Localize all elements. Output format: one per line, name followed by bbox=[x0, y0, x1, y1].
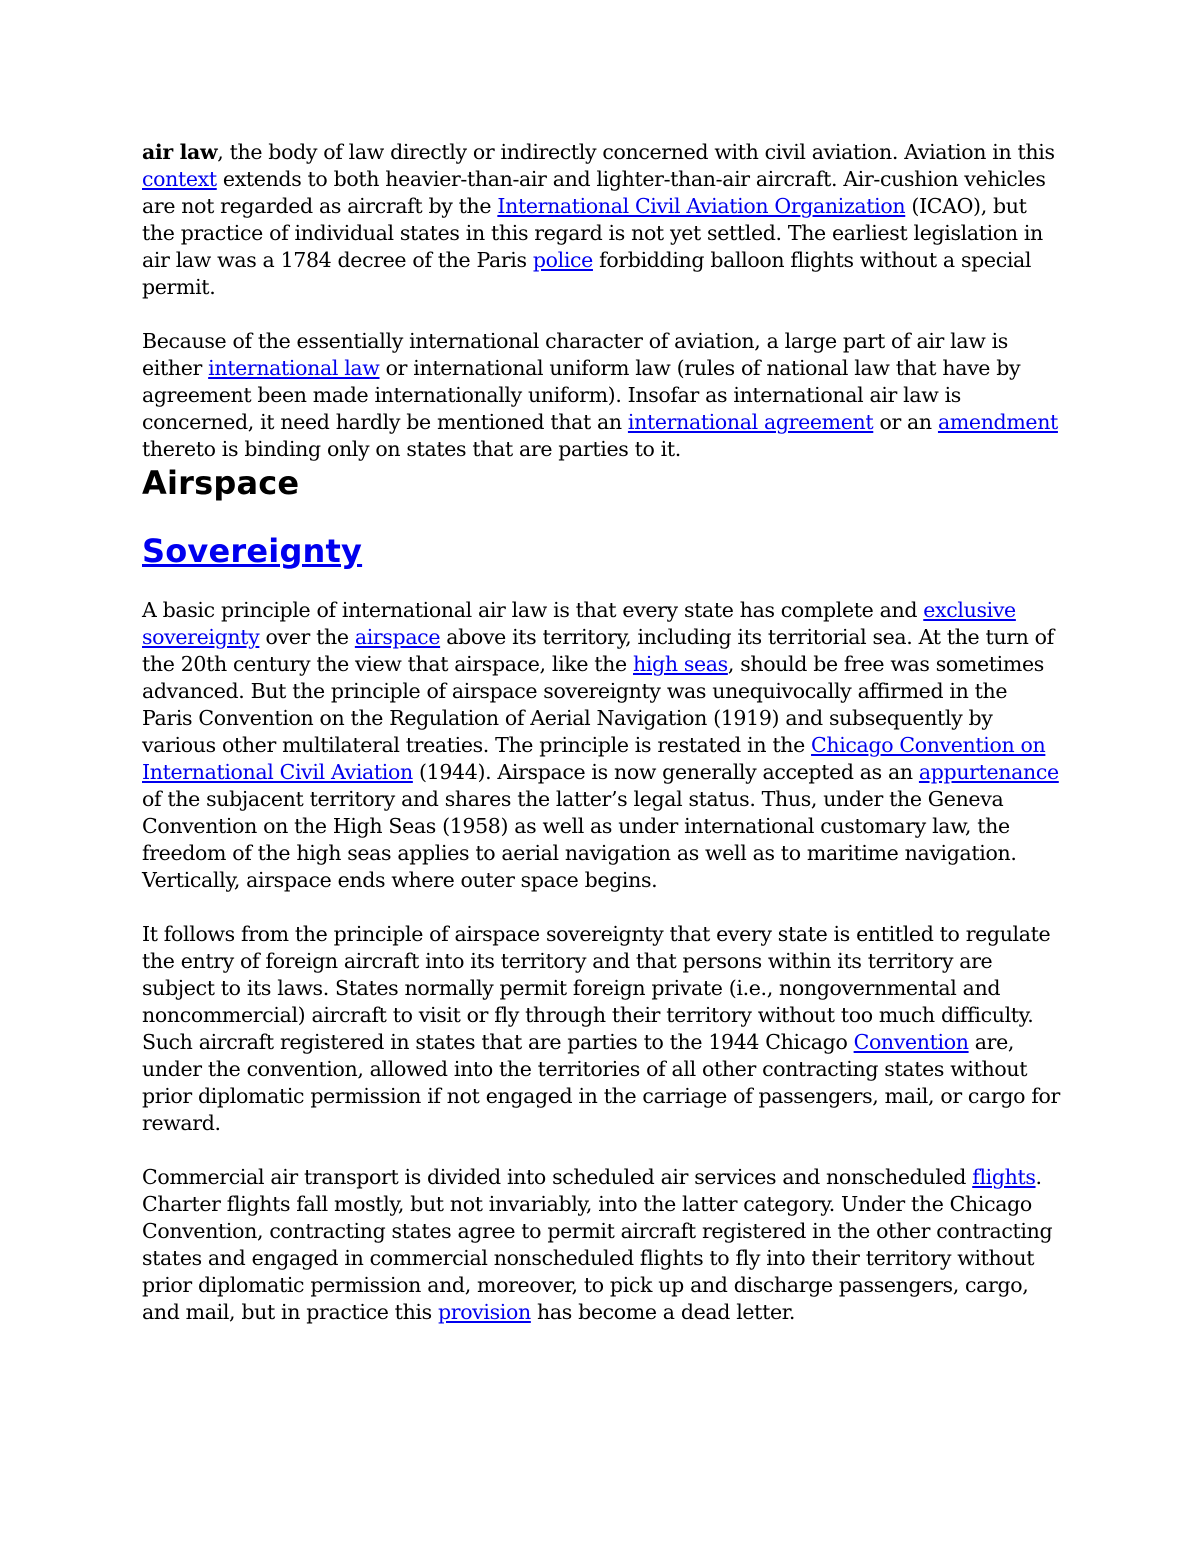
link-chicago-convention[interactable]: Chicago Convention on International Civil Aviation bbox=[142, 733, 1046, 784]
paragraph-sovereignty bbox=[142, 597, 1062, 894]
text: has become a dead letter. bbox=[530, 1300, 796, 1324]
link-high-seas[interactable]: high seas bbox=[633, 652, 728, 676]
link-international-law[interactable]: international law bbox=[208, 356, 380, 380]
text: extends to both heavier-than-air and lighter-than-air aircraft. Air-cushion vehicles are not regarded as aircraft by the bbox=[142, 167, 1046, 218]
paragraph-commercial-transport bbox=[142, 1164, 1062, 1326]
link-exclusive[interactable]: exclusive bbox=[923, 598, 1016, 622]
link-sovereignty-heading[interactable]: Sovereignty bbox=[142, 532, 363, 570]
link-sovereignty[interactable]: sovereignty bbox=[142, 625, 260, 649]
link-appurtenance[interactable]: appurtenance bbox=[918, 760, 1059, 784]
paragraph-international-character bbox=[142, 328, 1062, 463]
document-page bbox=[142, 139, 1062, 1326]
text: or an bbox=[873, 410, 938, 434]
text: above its territory, including its territorial sea. At the turn of the 20th century the view that airspace, like the bbox=[142, 625, 1054, 676]
text: over the bbox=[259, 625, 355, 649]
link-context[interactable]: context bbox=[142, 167, 217, 191]
term-air-law: air law bbox=[142, 140, 218, 164]
link-international-agreement[interactable]: international agreement bbox=[627, 410, 874, 434]
heading-airspace: Airspace bbox=[142, 464, 300, 502]
text: (ICAO), but the practice of individual states in this regard is not yet settled. The earliest legislation in air law was a 1784 decree of the Paris bbox=[142, 194, 1043, 272]
heading-sovereignty bbox=[142, 531, 1062, 571]
link-amendment[interactable]: amendment bbox=[937, 410, 1058, 434]
text: (1944). Airspace is now generally accepted as an bbox=[412, 760, 919, 784]
paragraph-entry-regulation bbox=[142, 921, 1062, 1137]
link-airspace[interactable]: airspace bbox=[354, 625, 441, 649]
text: are, under the convention, allowed into the territories of all other contracting states without prior diplomatic permission if not engaged in the carriage of passengers, mail, or cargo for reward. bbox=[142, 1030, 1060, 1135]
text: A basic principle of international air law is that every state has complete and bbox=[142, 598, 924, 622]
text: . Charter flights fall mostly, but not invariably, into the latter category. Under the Chicago Convention, contracting states agree to permit aircraft registered in the other contracting states and engaged in commercial nonscheduled flights to fly into their territory without prior diplomatic permission and, moreover, to pick up and discharge passengers, cargo, and mail, but in practice this bbox=[142, 1165, 1053, 1324]
link-flights[interactable]: flights bbox=[972, 1165, 1036, 1189]
text: thereto is binding only on states that are parties to it. bbox=[142, 437, 681, 461]
text: of the subjacent territory and shares the latter’s legal status. Thus, under the Geneva Convention on the High Seas (1958) as well as under international customary law, the freedom of the high seas applies to aerial navigation as well as to maritime navigation. Vertically, airspace ends where outer space begins. bbox=[142, 787, 1017, 892]
text: forbidding balloon flights without a special permit. bbox=[142, 248, 1032, 299]
text: Because of the essentially international character of aviation, a large part of air law is either bbox=[142, 329, 1008, 380]
text: or international uniform law (rules of national law that have by agreement been made internationally uniform). Insofar as international air law is concerned, it need hardly be mentioned that an bbox=[142, 356, 1021, 434]
link-provision[interactable]: provision bbox=[437, 1300, 531, 1324]
paragraph-intro bbox=[142, 139, 1062, 301]
text: Commercial air transport is divided into scheduled air services and nonscheduled bbox=[142, 1165, 973, 1189]
text: , the body of law directly or indirectly concerned with civil aviation. Aviation in this bbox=[217, 140, 1055, 164]
link-icao[interactable]: International Civil Aviation Organization bbox=[497, 194, 906, 218]
link-convention[interactable]: Convention bbox=[853, 1030, 969, 1054]
text: , should be free was sometimes advanced. But the principle of airspace sovereignty was unequivocally affirmed in the Paris Convention on the Regulation of Aerial Navigation (1919) and subsequently by various other multilateral treaties. The principle is restated in the bbox=[142, 652, 1044, 757]
link-police[interactable]: police bbox=[532, 248, 593, 272]
text: It follows from the principle of airspace sovereignty that every state is entitled to regulate the entry of foreign aircraft into its territory and that persons within its territory are subject to its laws. States normally permit foreign private (i.e., nongovernmental and noncommercial) aircraft to visit or fly through their territory without too much difficulty. Such aircraft registered in states that are parties to the 1944 Chicago bbox=[142, 922, 1051, 1054]
